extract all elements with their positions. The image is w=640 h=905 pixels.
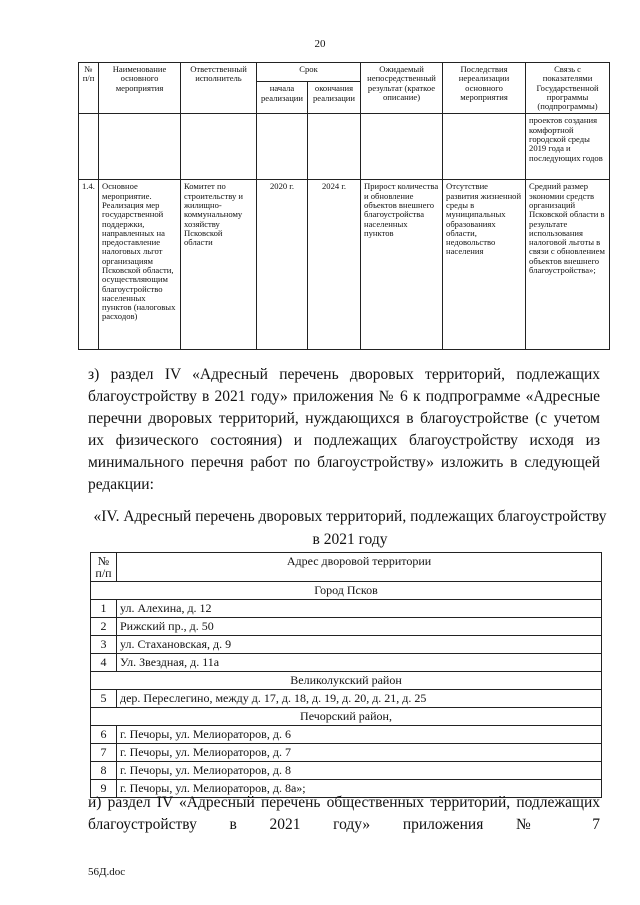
table-row [91, 690, 602, 708]
row-address: г. Печоры, ул. Мелиораторов, д. 8 [117, 762, 602, 780]
paragraph-i: и) раздел IV «Адресный перечень общественных территорий, подлежащих благоустройству в 2021 году» приложения № 7 [88, 794, 600, 833]
header-responsible: Ответственный исполнитель [181, 63, 257, 114]
cell-name: Основное мероприятие. Реализация мер государственной поддержки, направленных на предоставление налоговых льгот организациям Псковской области, осуществляющим благоустройство населенных пунктов (налоговых расходов) [99, 180, 181, 350]
header-result: Ожидаемый непосредственный результат (краткое описание) [361, 63, 443, 114]
group-row [91, 672, 602, 690]
row-address: дер. Переслегино, между д. 17, д. 18, д. 19, д. 20, д. 21, д. 25 [117, 690, 602, 708]
file-name: 56Д.doc [88, 866, 126, 878]
table-header-row [79, 63, 610, 82]
row-number: 9 [91, 780, 117, 798]
measures-table [78, 62, 610, 350]
row-address: Ул. Звездная, д. 11а [117, 654, 602, 672]
table-row [79, 114, 610, 180]
row-number: 2 [91, 618, 117, 636]
row-number: 4 [91, 654, 117, 672]
cell-num: 1.4. [79, 180, 99, 350]
row-address: ул. Алехина, д. 12 [117, 600, 602, 618]
row-address: г. Печоры, ул. Мелиораторов, д. 6 [117, 726, 602, 744]
header-term: Срок [257, 63, 361, 82]
table-row [91, 636, 602, 654]
row-number: 7 [91, 744, 117, 762]
group-row [91, 582, 602, 600]
address-header-row [91, 553, 602, 582]
cell-link-cont: проектов создания комфортной городской среды 2019 года и последующих годов [526, 114, 610, 180]
header-consequences: Последствия нереализации основного мероприятия [443, 63, 526, 114]
row-address: г. Печоры, ул. Мелиораторов, д. 8а»; [117, 780, 602, 798]
row-number: 5 [91, 690, 117, 708]
address-table [90, 552, 602, 798]
table-row [91, 600, 602, 618]
group-title: Великолукский район [91, 672, 602, 690]
header-end: окончания реализации [308, 82, 361, 114]
cell-link: Средний размер экономии средств организаций Псковской области в результате использования налоговой льготы в связи с обновлением объектов внешнего благоустройства»; [526, 180, 610, 350]
cell-consequences: Отсутствие развития жизненной среды в муниципальных образованиях области, недовольство населения [443, 180, 526, 350]
header-num: № п/п [79, 63, 99, 114]
row-address: Рижский пр., д. 50 [117, 618, 602, 636]
table-row [79, 180, 610, 350]
row-number: 8 [91, 762, 117, 780]
group-row [91, 708, 602, 726]
table-row [91, 726, 602, 744]
row-address: ул. Стахановская, д. 9 [117, 636, 602, 654]
table-row [91, 744, 602, 762]
row-number: 3 [91, 636, 117, 654]
row-number: 1 [91, 600, 117, 618]
table-row [91, 654, 602, 672]
paragraph-z: з) раздел IV «Адресный перечень дворовых территорий, подлежащих благоустройству в 2021 году» приложения № 6 к подпрограмме «Адресные перечни дворовых территорий, нуждающихся в благоустройстве (с учетом их физического состояния) и подлежащих благоустройству исходя из минимального перечня работ по благоустройству» изложить в следующей редакции: [88, 366, 600, 493]
group-title: Печорский район, [91, 708, 602, 726]
cell-start: 2020 г. [257, 180, 308, 350]
table-row [91, 762, 602, 780]
row-number: 6 [91, 726, 117, 744]
cell-result: Прирост количества и обновление объектов внешнего благоустройства населенных пунктов [361, 180, 443, 350]
header-link: Связь с показателями Государственной программы (подпрограммы) [526, 63, 610, 114]
header-start: начала реализации [257, 82, 308, 114]
page-number: 20 [314, 38, 326, 50]
header-name: Наименование основного мероприятия [99, 63, 181, 114]
cell-end: 2024 г. [308, 180, 361, 350]
cell-responsible: Комитет по строительству и жилищно-коммунальному хозяйству Псковской области [181, 180, 257, 350]
table-row [91, 618, 602, 636]
row-address: г. Печоры, ул. Мелиораторов, д. 7 [117, 744, 602, 762]
group-title: Город Псков [91, 582, 602, 600]
section-heading: «IV. Адресный перечень дворовых территорий, подлежащих благоустройству в 2021 году [93, 508, 607, 548]
address-header-num: № п/п [91, 553, 117, 582]
address-header-addr: Адрес дворовой территории [117, 553, 602, 582]
